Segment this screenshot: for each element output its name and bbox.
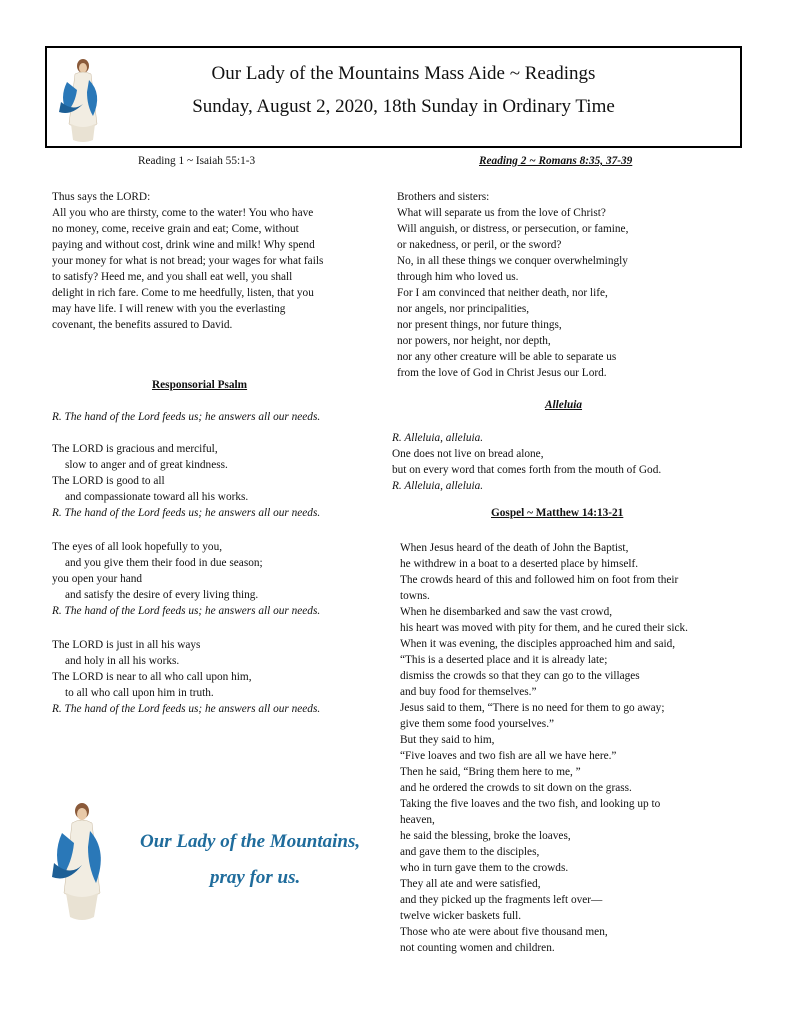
text-line: No, in all these things we conquer overwhelmingly [397,255,628,267]
text-line: his heart was moved with pity for them, and he cured their sick. [400,622,688,634]
text-line: When it was evening, the disciples approached him and said, [400,638,676,650]
page-title: Our Lady of the Mountains Mass Aide ~ Readings [211,63,596,84]
text-line: slow to anger and of great kindness. [65,459,228,471]
text-line: from the love of God in Christ Jesus our Lord. [397,367,607,379]
text-line: your money for what is not bread; your wages for what fails [52,255,324,267]
reading1-heading: Reading 1 ~ Isaiah 55:1-3 [138,155,256,167]
text-line: twelve wicker baskets full. [400,910,522,922]
prayer-line-1: Our Lady of the Mountains, [140,831,361,852]
text-line: or nakedness, or peril, or the sword? [397,239,562,251]
psalm-stanza-3 [52,637,372,717]
psalm-section [52,377,372,393]
psalm-response [52,409,372,425]
text-line: through him who loved us. [397,271,519,283]
psalm-response-text: R. The hand of the Lord feeds us; he answers all our needs. [52,411,321,423]
text-line: covenant, the benefits assured to David. [52,319,233,331]
text-line: The LORD is good to all [52,475,165,487]
psalm-refrain: R. The hand of the Lord feeds us; he answers all our needs. [52,703,321,715]
text-line: The crowds heard of this and followed him on foot from their [400,574,679,586]
text-line: They all ate and were satisfied, [400,878,541,890]
page-subtitle: Sunday, August 2, 2020, 18th Sunday in Ordinary Time [192,96,615,117]
gospel-section [397,505,727,521]
text-line: Brothers and sisters: [397,191,490,203]
text-line: nor angels, nor principalities, [397,303,530,315]
text-line: and buy food for themselves.” [400,686,537,698]
text-line: and they picked up the fragments left over— [400,894,603,906]
text-line: The LORD is near to all who call upon him, [52,671,252,683]
text-line: nor any other creature will be able to separate us [397,351,617,363]
text-line: and satisfy the desire of every living thing. [65,589,259,601]
text-line: and holy in all his works. [65,655,180,667]
text-line: you open your hand [52,573,143,585]
text-line: and gave them to the disciples, [400,846,540,858]
alleluia-section [397,397,727,413]
text-line: But they said to him, [400,734,495,746]
text-line: One does not live on bread alone, [392,448,544,460]
text-line: Will anguish, or distress, or persecution, or famine, [397,223,629,235]
text-line: and compassionate toward all his works. [65,491,249,503]
text-line: Jesus said to them, “There is no need for them to go away; [400,702,665,714]
closing-prayer [40,795,390,925]
header-box [45,46,742,148]
text-line: The LORD is gracious and merciful, [52,443,218,455]
text-line: to all who call upon him in truth. [65,687,214,699]
text-line: to satisfy? Heed me, and you shall eat well, you shall [52,271,293,283]
psalm-refrain: R. The hand of the Lord feeds us; he answers all our needs. [52,507,321,519]
text-line: When Jesus heard of the death of John the Baptist, [400,542,629,554]
reading2-text [397,189,727,381]
reading1-section [52,153,372,169]
gospel-text [400,540,730,956]
text-line: What will separate us from the love of Christ? [397,207,606,219]
psalm-stanza-1 [52,441,372,521]
text-line: Thus says the LORD: [52,191,151,203]
text-line: nor present things, nor future things, [397,319,562,331]
text-line: The eyes of all look hopefully to you, [52,541,223,553]
text-line: and you give them their food in due season; [65,557,263,569]
text-line: he withdrew in a boat to a deserted place by himself. [400,558,639,570]
prayer-line-2: pray for us. [210,867,301,888]
text-line: no money, come, receive grain and eat; Come, without [52,223,299,235]
text-line: he said the blessing, broke the loaves, [400,830,571,842]
alleluia-text [392,430,722,494]
text-line: Those who ate were about five thousand men, [400,926,608,938]
reading2-heading: Reading 2 ~ Romans 8:35, 37-39 [479,155,633,167]
text-line: towns. [400,590,430,602]
text-line: For I am convinced that neither death, nor life, [397,287,608,299]
text-line: “This is a deserted place and it is already late; [400,654,608,666]
text-line: may have life. I will renew with you the everlasting [52,303,286,315]
alleluia-heading: Alleluia [545,399,583,411]
text-line: delight in rich fare. Come to me heedfully, listen, that you [52,287,314,299]
reading2-section [397,153,727,169]
text-line: nor powers, nor height, nor depth, [397,335,551,347]
text-line: All you who are thirsty, come to the water! You who have [52,207,314,219]
madonna-image [53,54,113,146]
reading1-text [52,189,372,333]
text-line: The LORD is just in all his ways [52,639,201,651]
psalm-heading: Responsorial Psalm [152,379,248,391]
psalm-stanza-2 [52,539,372,619]
text-line: who in turn gave them to the crowds. [400,862,569,874]
text-line: Then he said, “Bring them here to me, ” [400,766,581,778]
alleluia-response: R. Alleluia, alleluia. [392,432,484,444]
text-line: give them some food yourselves.” [400,718,555,730]
text-line: not counting women and children. [400,942,555,954]
text-line: Taking the five loaves and the two fish, and looking up to [400,798,661,810]
text-line: dismiss the crowds so that they can go to the villages [400,670,640,682]
psalm-refrain: R. The hand of the Lord feeds us; he answers all our needs. [52,605,321,617]
text-line: “Five loaves and two fish are all we have here.” [400,750,617,762]
madonna-image [46,797,116,925]
text-line: but on every word that comes forth from the mouth of God. [392,464,662,476]
text-line: When he disembarked and saw the vast crowd, [400,606,613,618]
alleluia-response: R. Alleluia, alleluia. [392,480,484,492]
text-line: and he ordered the crowds to sit down on the grass. [400,782,632,794]
gospel-heading: Gospel ~ Matthew 14:13-21 [491,507,624,519]
text-line: paying and without cost, drink wine and milk! Why spend [52,239,315,251]
text-line: heaven, [400,814,435,826]
